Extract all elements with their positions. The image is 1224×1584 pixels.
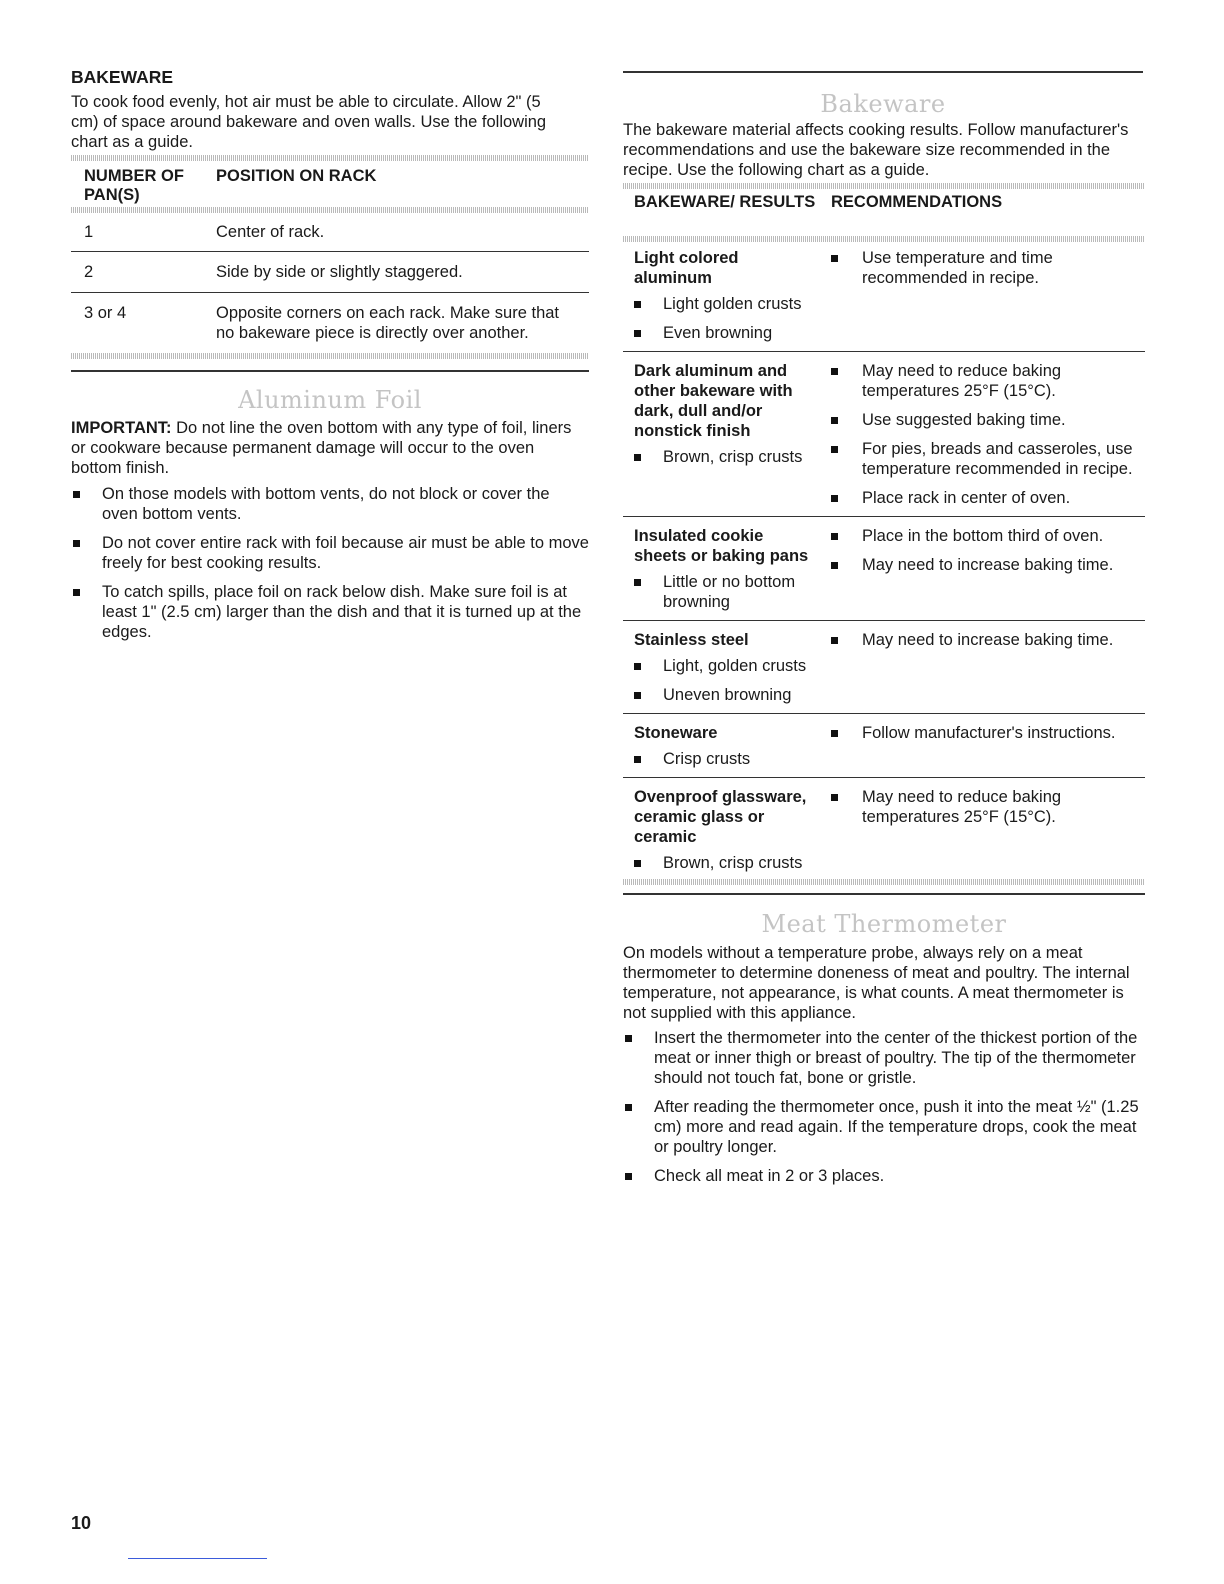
header-divider (623, 236, 1145, 242)
bakeware-name: Dark aluminum and other bakeware with dark, dull and/or nonstick finish (634, 362, 793, 440)
recommendation-item (831, 410, 1145, 430)
recommendations-cell (831, 361, 1145, 508)
result-text: Little or no bottom browning (663, 573, 796, 611)
table-bottom-border (623, 879, 1145, 885)
bullet-icon (831, 562, 838, 569)
bullet-icon (831, 533, 838, 540)
recommendation-text: Follow manufacturer's instructions. (862, 724, 1116, 742)
table-row (623, 248, 1145, 343)
row-divider (71, 251, 589, 252)
result-text: Crisp crusts (663, 750, 751, 768)
bakeware-cell (634, 248, 819, 343)
recommendation-item (831, 361, 1145, 401)
recommendation-text: Use suggested baking time. (862, 411, 1066, 429)
recommendation-item (831, 787, 1145, 827)
row-divider (623, 620, 1145, 621)
result-item (634, 447, 819, 467)
section-divider (623, 71, 1143, 73)
pans-cell: 1 (84, 223, 94, 241)
result-text: Even browning (663, 324, 773, 342)
bullet-icon (625, 1035, 632, 1042)
foil-important-note (71, 418, 589, 478)
table-row (623, 526, 1145, 612)
bullet-icon (634, 579, 641, 586)
recommendation-item (831, 488, 1145, 508)
list-item-text: After reading the thermometer once, push it into the meat ½" (1.25 cm) more and read again. If the temperature drops, cook the meat or poultry longer. (654, 1098, 1139, 1156)
meat-bullet-list (623, 1028, 1145, 1186)
recommendation-item (831, 723, 1145, 743)
result-item (634, 323, 819, 343)
result-text: Brown, crisp crusts (663, 854, 803, 872)
bullet-icon (831, 446, 838, 453)
col-header-recommendations: RECOMMENDATIONS (831, 193, 1003, 211)
result-text: Light, golden crusts (663, 657, 807, 675)
aluminum-foil-title: Aluminum Foil (238, 386, 422, 414)
bullet-icon (831, 255, 838, 262)
list-item-text: Do not cover entire rack with foil because air must be able to move freely for best cooking results. (102, 534, 589, 572)
bakeware-cell (634, 526, 819, 612)
result-item (634, 749, 819, 769)
recommendation-text: For pies, breads and casseroles, use temperature recommended in recipe. (862, 440, 1133, 478)
meat-intro: On models without a temperature probe, always rely on a meat thermometer to determine doneness of meat and poultry. The internal temperature, not appearance, is what counts. A meat thermometer is not supplied with this appliance. (623, 944, 1130, 1022)
recommendation-text: May need to increase baking time. (862, 631, 1114, 649)
list-item (623, 1028, 1145, 1088)
page-number: 10 (71, 1513, 92, 1533)
table-top-border (71, 155, 589, 161)
result-text: Brown, crisp crusts (663, 448, 803, 466)
col-header-pans: NUMBER OF PAN(S) (84, 167, 184, 204)
result-item (634, 685, 819, 705)
recommendations-cell (831, 787, 1145, 873)
bakeware-name: Light colored aluminum (634, 249, 739, 287)
result-item (634, 853, 819, 873)
row-divider (71, 292, 589, 293)
section-divider (623, 893, 1145, 895)
recommendation-item (831, 555, 1145, 575)
col-header-bakeware: BAKEWARE/ RESULTS (634, 193, 816, 211)
result-text: Uneven browning (663, 686, 792, 704)
header-divider (71, 207, 589, 213)
list-item-text: Insert the thermometer into the center of the thickest portion of the meat or inner thigh or breast of poultry. The tip of the thermometer should not touch fat, bone or gristle. (654, 1029, 1138, 1087)
recommendation-item (831, 630, 1145, 650)
table-top-border (623, 183, 1145, 189)
bakeware-name: Insulated cookie sheets or baking pans (634, 527, 809, 565)
table-row (623, 361, 1145, 508)
bakeware-intro: To cook food evenly, hot air must be able to circulate. Allow 2" (5 cm) of space around bakeware and oven walls. Use the following chart as a guide. (71, 93, 547, 151)
recommendation-text: Place in the bottom third of oven. (862, 527, 1104, 545)
recommendation-item (831, 526, 1145, 546)
bakeware-cell (634, 723, 819, 769)
bakeware-cell (634, 361, 819, 508)
meat-thermometer-title: Meat Thermometer (761, 910, 1007, 938)
rack-table (71, 167, 589, 359)
result-item (634, 572, 819, 612)
bullet-icon (831, 730, 838, 737)
recommendations-cell (831, 723, 1145, 769)
recommendations-cell (831, 526, 1145, 612)
list-item-text: To catch spills, place foil on rack below dish. Make sure foil is at least 1" (2.5 cm) larger than the dish and that it is turned up at the edges. (102, 583, 582, 641)
recommendations-cell (831, 630, 1145, 705)
bakeware-name: Ovenproof glassware, ceramic glass or ceramic (634, 788, 807, 846)
bullet-icon (634, 860, 641, 867)
list-item (623, 1166, 1145, 1186)
bullet-icon (634, 301, 641, 308)
section-divider (71, 370, 589, 372)
bakeware-name: Stoneware (634, 724, 718, 742)
recommendation-text: May need to reduce baking temperatures 25°F (15°C). (862, 362, 1062, 400)
bakeware-table (623, 193, 1145, 885)
table-row (623, 723, 1145, 769)
bakeware-cell (634, 787, 819, 873)
table-row (71, 222, 589, 246)
bakeware-intro-right: The bakeware material affects cooking results. Follow manufacturer's recommendations and use the bakeware size recommended in the recipe. Use the following chart as a guide. (623, 121, 1129, 179)
pans-cell: 2 (84, 263, 94, 281)
bullet-icon (634, 692, 641, 699)
bakeware-name: Stainless steel (634, 631, 749, 649)
table-row (71, 303, 589, 343)
position-cell: Center of rack. (216, 223, 325, 241)
right-column (623, 0, 1145, 1186)
bullet-icon (634, 454, 641, 461)
col-header-position: POSITION ON RACK (216, 167, 377, 185)
left-column (71, 0, 589, 642)
result-item (634, 656, 819, 676)
recommendation-item (831, 439, 1145, 479)
recommendation-text: May need to increase baking time. (862, 556, 1114, 574)
position-cell: Opposite corners on each rack. Make sure that no bakeware piece is directly over another. (216, 304, 560, 342)
row-divider (623, 351, 1145, 352)
bullet-icon (625, 1104, 632, 1111)
list-item (71, 484, 589, 524)
recommendation-text: Place rack in center of oven. (862, 489, 1071, 507)
result-text: Light golden crusts (663, 295, 802, 313)
bullet-icon (634, 756, 641, 763)
recommendations-cell (831, 248, 1145, 343)
important-text: Do not line the oven bottom with any type of foil, liners or cookware because permanent damage will occur to the oven bottom finish. (71, 419, 572, 477)
footer-link-line (128, 1558, 267, 1559)
row-divider (623, 777, 1145, 778)
bullet-icon (831, 794, 838, 801)
result-item (634, 294, 819, 314)
row-divider (623, 713, 1145, 714)
rack-table-header (71, 167, 589, 204)
position-cell: Side by side or slightly staggered. (216, 263, 463, 281)
bullet-icon (73, 491, 80, 498)
bakeware-cell (634, 630, 819, 705)
table-row (71, 262, 589, 286)
bullet-icon (634, 330, 641, 337)
recommendation-text: May need to reduce baking temperatures 25°F (15°C). (862, 788, 1062, 826)
table-row (623, 787, 1145, 873)
recommendation-text: Use temperature and time recommended in recipe. (862, 249, 1053, 287)
table-row (623, 630, 1145, 705)
list-item-text: On those models with bottom vents, do not block or cover the oven bottom vents. (102, 485, 550, 523)
bakeware-table-header (623, 193, 1145, 231)
bullet-icon (831, 495, 838, 502)
bullet-icon (831, 637, 838, 644)
bullet-icon (73, 540, 80, 547)
row-divider (623, 516, 1145, 517)
list-item (71, 582, 589, 642)
bakeware-heading: BAKEWARE (71, 67, 174, 87)
list-item-text: Check all meat in 2 or 3 places. (654, 1167, 885, 1185)
bakeware-title: Bakeware (820, 90, 946, 118)
table-bottom-border (71, 353, 589, 359)
bullet-icon (831, 417, 838, 424)
important-label: IMPORTANT: (71, 419, 172, 437)
list-item (623, 1097, 1145, 1157)
foil-bullet-list (71, 484, 589, 642)
bullet-icon (634, 663, 641, 670)
bullet-icon (625, 1173, 632, 1180)
bullet-icon (73, 589, 80, 596)
bullet-icon (831, 368, 838, 375)
list-item (71, 533, 589, 573)
recommendation-item (831, 248, 1145, 288)
pans-cell: 3 or 4 (84, 304, 127, 322)
